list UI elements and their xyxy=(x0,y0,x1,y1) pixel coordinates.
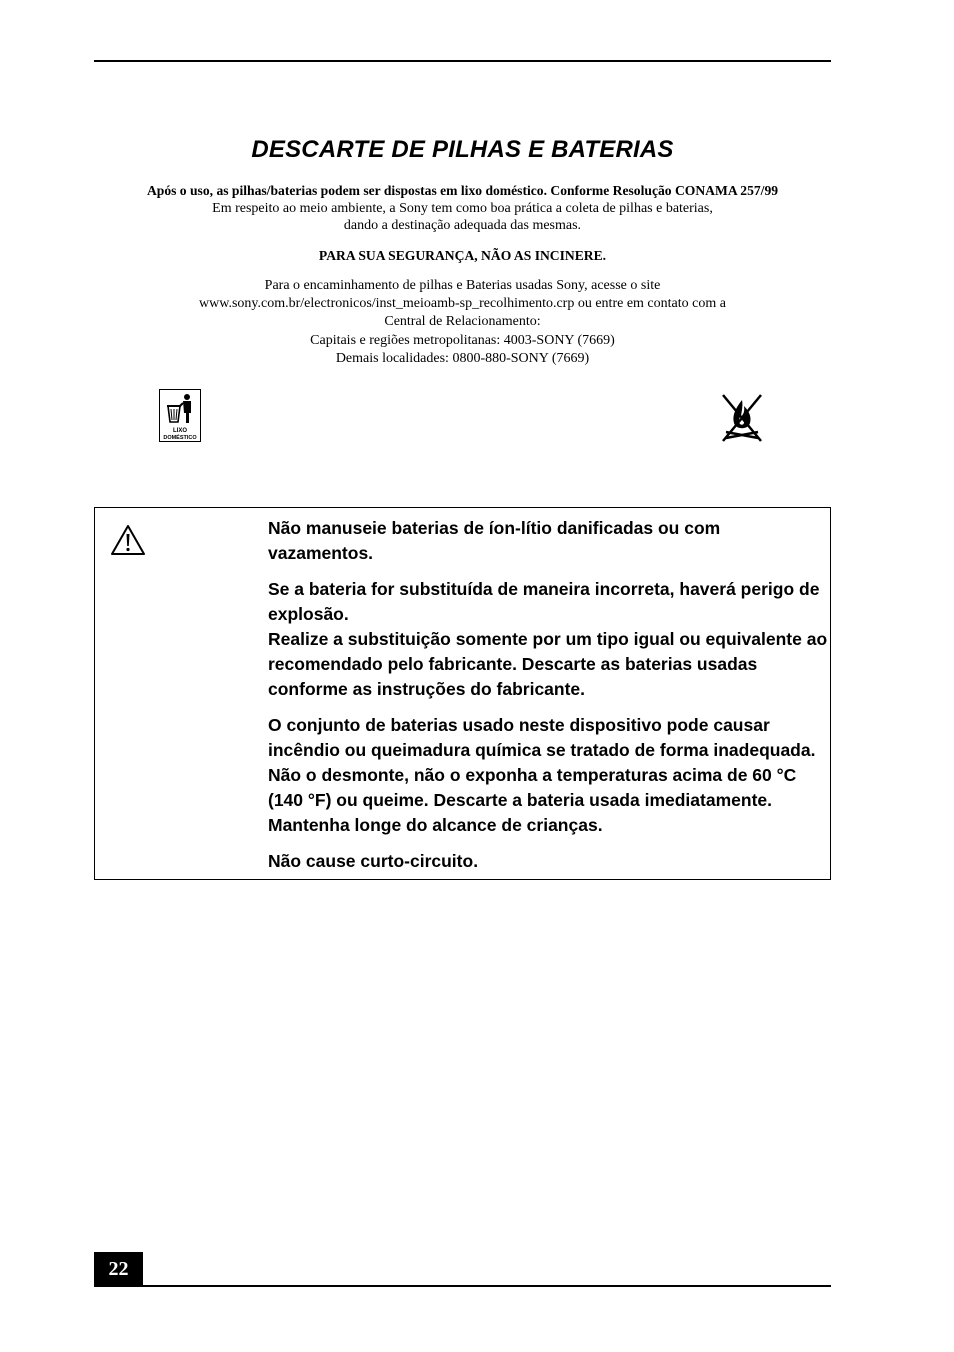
contact-phone-others: Demais localidades: 0800-880-SONY (7669) xyxy=(335,350,590,366)
contact-line-1: Para o encaminhamento de pilhas e Baterias usadas Sony, acesse o site xyxy=(264,278,661,293)
no-incinerate-icon xyxy=(720,392,764,444)
contact-phone-capitals: Capitais e regiões metropolitanas: 4003-SONY (7669) xyxy=(310,332,615,348)
warning-short-circuit: Não cause curto-circuito. xyxy=(268,851,479,871)
intro-line-2: Em respeito ao meio ambiente, a Sony tem como boa prática a coleta de pilhas e baterias, xyxy=(212,200,713,216)
trash-label-1: LIXO xyxy=(172,428,188,434)
page-number: 22 xyxy=(94,1252,143,1286)
page-title: DESCARTE DE PILHAS E BATERIAS xyxy=(251,136,674,163)
warning-damaged-batteries: Não manuseie baterias de íon-lítio danificadas ou com vazamentos. xyxy=(268,518,721,563)
warning-fire-hazard: O conjunto de baterias usado neste dispositivo pode causar incêndio ou queimadura química se tratado de forma inadequada. Não o desmonte, não o exponha a temperaturas acima de 60 °C (140 °F) ou queime. Descarte a bateria usada imediatamente. Mantenha longe do alcance de crianças. xyxy=(268,715,816,835)
contact-url-line: www.sony.com.br/electronicos/inst_meioamb-sp_recolhimento.crp ou entre em contato com a xyxy=(199,296,726,312)
intro-bold-line: Após o uso, as pilhas/baterias podem ser dispostas em lixo doméstico. Conforme Resolução CONAMA 257/99 xyxy=(146,183,779,198)
contact-line-3: Central de Relacionamento: xyxy=(384,314,541,330)
contact-block xyxy=(94,277,831,368)
warning-replacement: Realize a substituição somente por um tipo igual ou equivalente ao recomendado pelo fabricante. Descarte as baterias usadas conforme as instruções do fabricante. xyxy=(268,629,828,699)
warning-text xyxy=(268,516,828,885)
safety-notice: PARA SUA SEGURANÇA, NÃO AS INCINERE. xyxy=(318,248,607,263)
trash-label-2: DOMÉSTICO xyxy=(163,435,197,441)
bottom-rule xyxy=(94,1285,831,1287)
warning-explosion: Se a bateria for substituída de maneira incorreta, haverá perigo de explosão. xyxy=(268,579,820,624)
warning-triangle-icon xyxy=(110,524,146,556)
top-rule xyxy=(94,60,831,62)
intro-line-3: dando a destinação adequada das mesmas. xyxy=(343,218,582,233)
warning-box xyxy=(94,507,831,880)
intro-block xyxy=(94,182,831,235)
household-trash-icon xyxy=(159,389,201,442)
